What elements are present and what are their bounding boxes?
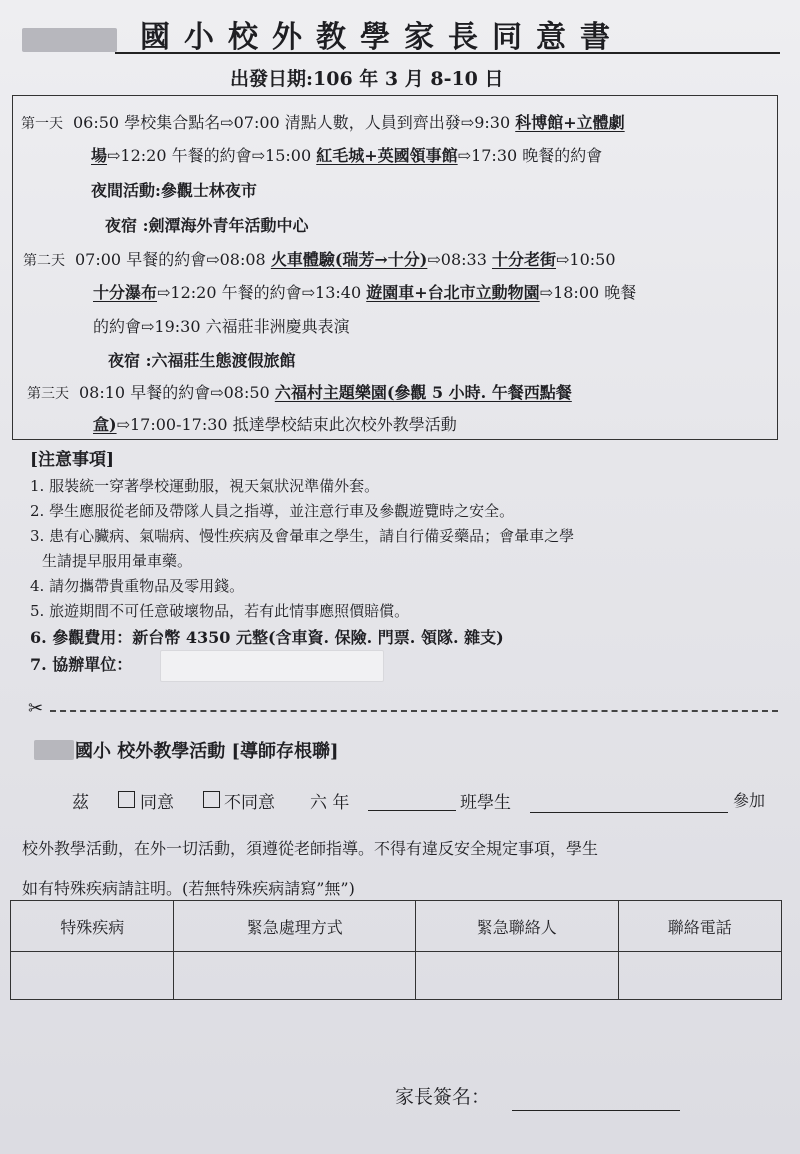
train-experience: 火車體驗(瑞芳→十分) xyxy=(270,250,428,269)
cut-line xyxy=(50,710,778,712)
day3-line2: 盒)⇨17:00-17:30 抵達學校結束此次校外教學活動 xyxy=(93,415,457,434)
header-contact-phone: 聯絡電話 xyxy=(618,901,782,952)
day1-lodging: 夜宿 :劍潭海外青年活動中心 xyxy=(105,216,309,235)
rules-paragraph-2: 如有特殊疾病請註明。(若無特殊疾病請寫”無”) xyxy=(22,879,355,898)
shifen-waterfall: 十分瀑布 xyxy=(93,283,158,302)
redacted-school-name xyxy=(22,28,117,52)
header-emergency-contact: 緊急聯絡人 xyxy=(416,901,619,952)
leofoo-village: 六福村主題樂園(參觀 5 小時. 午餐西點餐 xyxy=(274,383,572,402)
note-item: 1. 服裝統一穿著學校運動服，視天氣狀況準備外套。 xyxy=(30,477,380,495)
taipei-zoo: 遊園車+台北市立動物園 xyxy=(366,283,540,302)
parent-signature-field[interactable] xyxy=(512,1110,680,1111)
join-label: 參加 xyxy=(733,791,766,810)
handling-cell[interactable] xyxy=(174,952,416,1000)
redacted-organizer xyxy=(160,650,384,682)
science-museum: 科博館+立體劇 xyxy=(515,113,625,132)
day1-night-activity: 夜間活動:參觀士林夜市 xyxy=(91,181,257,200)
title-underline xyxy=(115,52,780,54)
rules-paragraph-1: 校外教學活動，在外一切活動，須遵從老師指導。不得有違反安全規定事項，學生 xyxy=(22,839,599,858)
departure-date: 出發日期:106 年 3 月 8-10 日 xyxy=(230,68,504,90)
disagree-checkbox[interactable] xyxy=(203,791,220,808)
day2-label: 第二天 xyxy=(23,253,65,269)
day2-line3: 的約會⇨19:30 六福莊非洲慶典表演 xyxy=(93,317,350,336)
note-item: 3. 患有心臟病、氣喘病、慢性疾病及會暈車之學生，請自行備妥藥品；會暈車之學 xyxy=(30,527,575,545)
note-item: 生請提早服用暈車藥。 xyxy=(42,552,193,570)
note-item: 4. 請勿攜帶貴重物品及零用錢。 xyxy=(30,577,245,595)
day3-label: 第三天 xyxy=(27,386,69,402)
day1-line1: 第一天 06:50 學校集合點名⇨07:00 清點人數，人員到齊出發⇨9:30 科博館+立體劇 xyxy=(21,113,625,132)
redacted-school-name-stub xyxy=(34,740,74,760)
fort-santo-domingo: 紅毛城+英國領事館 xyxy=(316,146,458,165)
contact-cell[interactable] xyxy=(416,952,619,1000)
form-title: 國小校外教學家長同意書 xyxy=(140,20,624,55)
scissors-icon: ✂ xyxy=(28,698,44,719)
day2-line1: 第二天 07:00 早餐的約會⇨08:08 火車體驗(瑞芳→十分)⇨08:33 十分老街⇨10:50 xyxy=(23,250,616,269)
day1-label: 第一天 xyxy=(21,116,63,132)
note-item: 5. 旅遊期間不可任意破壞物品，若有此情事應照價賠償。 xyxy=(30,602,410,620)
note-item-organizer: 7. 協辦單位： xyxy=(30,655,133,674)
header-special-illness: 特殊疾病 xyxy=(11,901,174,952)
illness-cell[interactable] xyxy=(11,952,174,1000)
grade-label: 六 年 xyxy=(310,793,350,813)
itinerary-box xyxy=(12,95,778,440)
day2-lodging: 夜宿 :六福莊生態渡假旅館 xyxy=(108,351,296,370)
phone-cell[interactable] xyxy=(618,952,782,1000)
ci-label: 茲 xyxy=(72,793,89,813)
note-item: 2. 學生應服從老師及帶隊人員之指導，並注意行車及參觀遊覽時之安全。 xyxy=(30,502,515,520)
day2-line2: 十分瀑布⇨12:20 午餐的約會⇨13:40 遊園車+台北市立動物園⇨18:00 晚餐 xyxy=(93,283,637,302)
stub-title: 國小 校外教學活動 [導師存根聯] xyxy=(75,741,339,762)
disagree-label: 不同意 xyxy=(224,793,275,813)
class-student-label: 班學生 xyxy=(460,793,511,813)
agree-checkbox[interactable] xyxy=(118,791,135,808)
day3-line1: 第三天 08:10 早餐的約會⇨08:50 六福村主題樂園(參觀 5 小時. 午餐西點餐 xyxy=(27,383,572,402)
student-name-field[interactable] xyxy=(530,812,728,813)
medical-info-table xyxy=(10,900,782,1000)
class-number-field[interactable] xyxy=(368,810,456,811)
agree-label: 同意 xyxy=(140,793,174,813)
shifen-old-street: 十分老街 xyxy=(491,250,556,269)
header-emergency-handling: 緊急處理方式 xyxy=(174,901,416,952)
parent-signature-label: 家長簽名： xyxy=(395,1086,491,1108)
note-item-fee: 6. 參觀費用：新台幣 4350 元整(含車資. 保險. 門票. 領隊. 雜支) xyxy=(30,628,504,647)
day1-line2: 場⇨12:20 午餐的約會⇨15:00 紅毛城+英國領事館⇨17:30 晚餐的約會 xyxy=(91,146,603,165)
notes-heading: [注意事項] xyxy=(30,450,115,470)
